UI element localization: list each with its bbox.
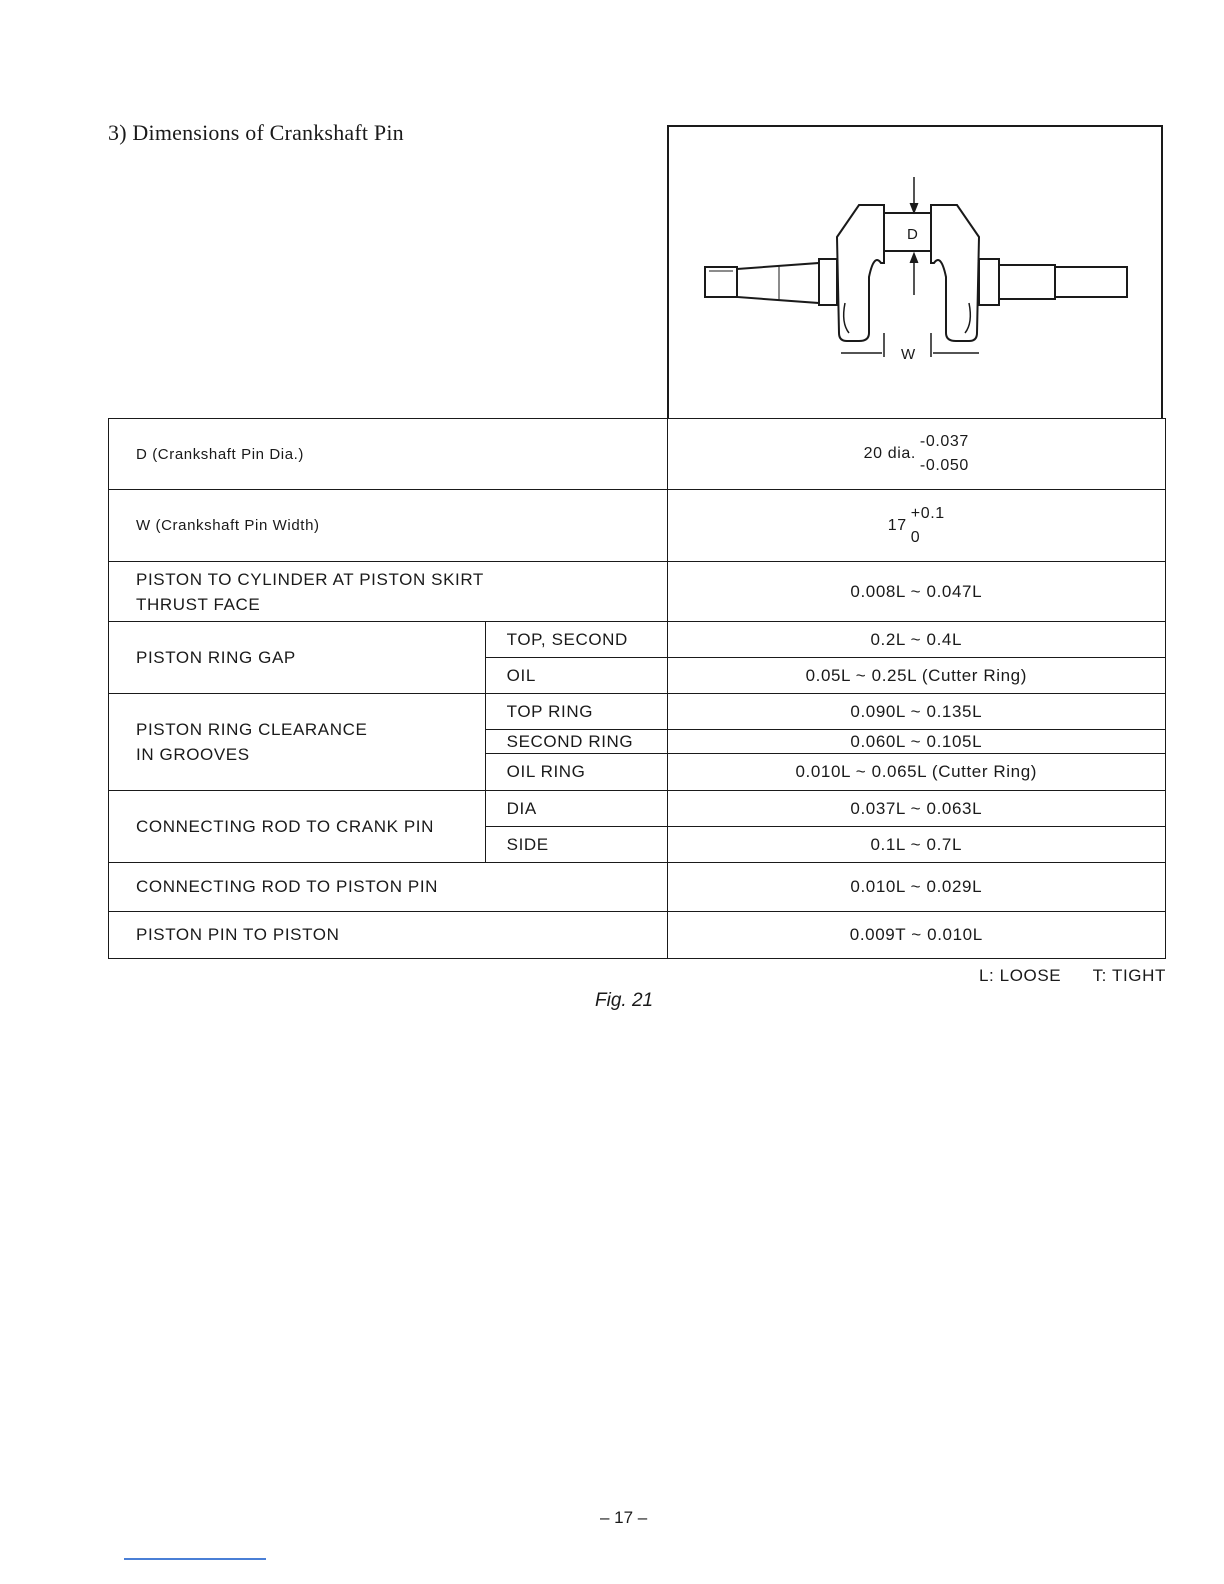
tolerance-base: 17 [887, 516, 907, 534]
row-label-ring-gap: PISTON RING GAP [109, 622, 486, 694]
table-row [109, 694, 1166, 730]
row-label-pin-dia: D (Crankshaft Pin Dia.) [109, 419, 668, 490]
crankshaft-diagram-frame [667, 125, 1163, 419]
sub-label-oil-ring: OIL RING [485, 754, 667, 791]
diagram-label-d: D [907, 226, 918, 243]
page-number: – 17 – [600, 1508, 648, 1527]
table-row [109, 419, 1166, 490]
table-row [109, 622, 1166, 658]
sub-label-oil: OIL [485, 658, 667, 694]
diagram-label-w: W [901, 346, 916, 363]
divider [124, 1558, 266, 1560]
row-value-rod-piston: 0.010L ~ 0.029L [667, 863, 1165, 912]
table-row [109, 490, 1166, 562]
sub-label-top-ring: TOP RING [485, 694, 667, 730]
label-line: IN GROOVES [136, 745, 250, 764]
tolerance-upper: +0.1 [910, 504, 945, 522]
legend-tight: T: TIGHT [1092, 966, 1166, 985]
row-label-pin-piston: PISTON PIN TO PISTON [109, 912, 668, 959]
value-side: 0.1L ~ 0.7L [667, 827, 1165, 863]
value-oil: 0.05L ~ 0.25L (Cutter Ring) [667, 658, 1165, 694]
label-line: PISTON RING CLEARANCE [136, 720, 368, 739]
fit-legend [979, 966, 1166, 986]
section-heading: 3) Dimensions of Crankshaft Pin [108, 120, 404, 145]
row-label-skirt [109, 562, 668, 622]
row-label-ring-clearance [109, 694, 486, 791]
value-top-second: 0.2L ~ 0.4L [667, 622, 1165, 658]
row-label-rod-crank: CONNECTING ROD TO CRANK PIN [109, 791, 486, 863]
crankshaft-diagram [669, 127, 1165, 421]
row-value-pin-dia [667, 419, 1165, 490]
tolerance-upper: -0.037 [919, 433, 969, 450]
table-row [109, 912, 1166, 959]
row-value-pin-width [667, 490, 1165, 562]
row-value-skirt: 0.008L ~ 0.047L [667, 562, 1165, 622]
table-row [109, 562, 1166, 622]
value-dia: 0.037L ~ 0.063L [667, 791, 1165, 827]
row-label-pin-width: W (Crankshaft Pin Width) [109, 490, 668, 562]
legend-loose: L: LOOSE [978, 966, 1062, 985]
value-oil-ring: 0.010L ~ 0.065L (Cutter Ring) [667, 754, 1165, 791]
sub-label-dia: DIA [485, 791, 667, 827]
tolerance-base: 20 dia. [863, 445, 916, 462]
sub-label-second-ring: SECOND RING [485, 730, 667, 754]
table-row [109, 791, 1166, 827]
label-line: THRUST FACE [136, 594, 261, 614]
value-top-ring: 0.090L ~ 0.135L [667, 694, 1165, 730]
table-row [109, 863, 1166, 912]
tolerance-lower: -0.050 [919, 457, 969, 474]
sub-label-side: SIDE [485, 827, 667, 863]
figure-caption: Fig. 21 [595, 990, 654, 1011]
row-label-rod-piston: CONNECTING ROD TO PISTON PIN [109, 863, 668, 912]
clearance-spec-table [108, 418, 1166, 959]
sub-label-top-second: TOP, SECOND [485, 622, 667, 658]
label-line: PISTON TO CYLINDER AT PISTON SKIRT [136, 569, 484, 589]
tolerance-lower: 0 [910, 528, 921, 546]
row-value-pin-piston: 0.009T ~ 0.010L [667, 912, 1165, 959]
value-second-ring: 0.060L ~ 0.105L [667, 730, 1165, 754]
